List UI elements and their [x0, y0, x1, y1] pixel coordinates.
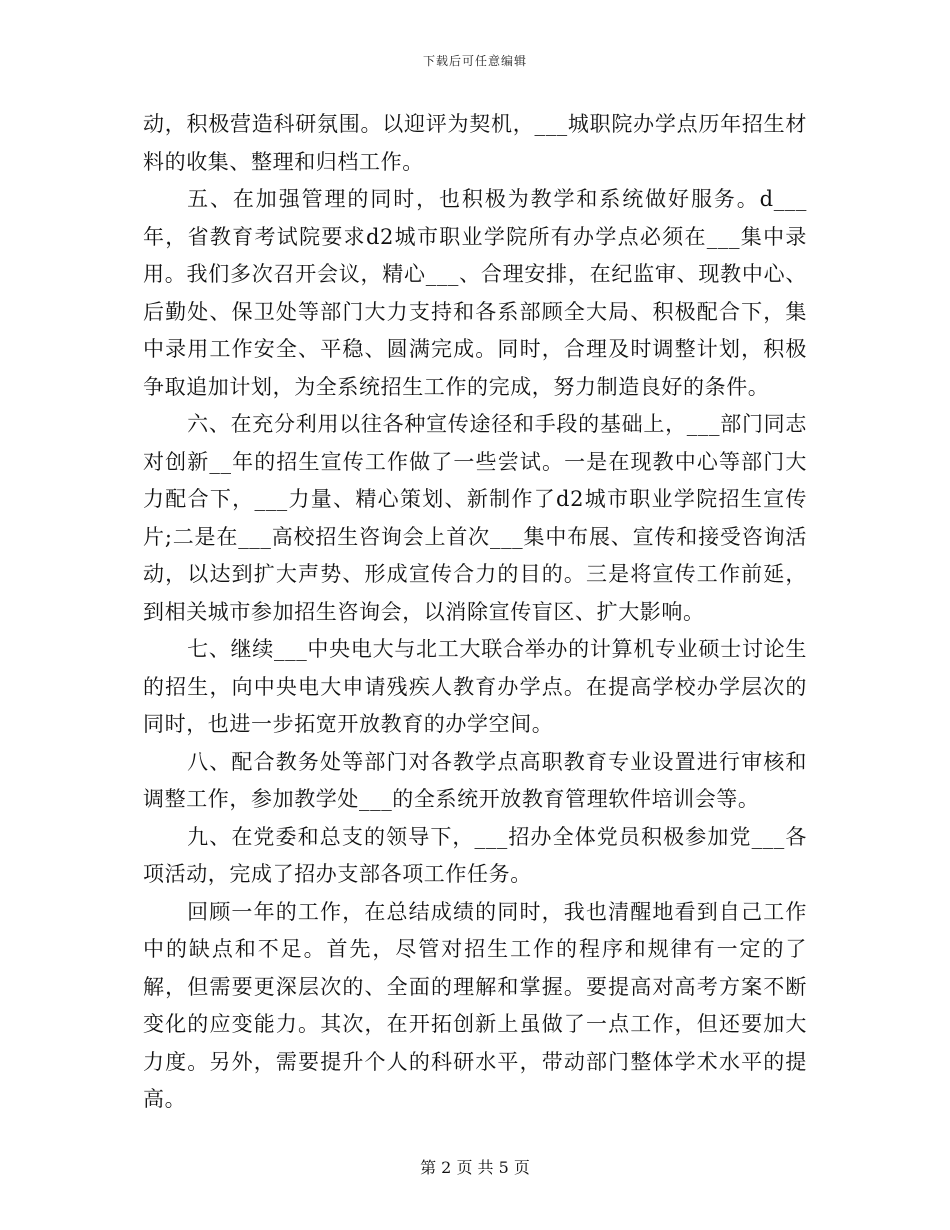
page-header-note: 下载后可任意编辑	[422, 54, 527, 68]
paragraph-item-8: 八、配合教务处等部门对各教学点高职教育专业设置进行审核和调整工作，参加教学处___的全系统开放教育管理软件培训会等。	[143, 749, 807, 811]
paragraph-item-7: 七、继续___中央电大与北工大联合举办的计算机专业硕士讨论生的招生，向中央电大申请残疾人教育办学点。在提高学校办学层次的同时，也进一步拓宽开放教育的办学空间。	[143, 637, 807, 736]
paragraph-item-5: 五、在加强管理的同时，也积极为教学和系统做好服务。d___年，省教育考试院要求d2城市职业学院所有办学点必须在___集中录用。我们多次召开会议，精心___、合理安排，在纪监审、现教中心、后勤处、保卫处等部门大力支持和各系部顾全大局、积极配合下，集中录用工作安全、平稳、圆满完成。同时，合理及时调整计划，积极争取追加计划，为全系统招生工作的完成，努力制造良好的条件。	[143, 187, 807, 399]
paragraph-continuation: 动，积极营造科研氛围。以迎评为契机，___城职院办学点历年招生材料的收集、整理和归档工作。	[143, 112, 807, 174]
paragraph-item-6: 六、在充分利用以往各种宣传途径和手段的基础上，___部门同志对创新__年的招生宣传工作做了一些尝试。一是在现教中心等部门大力配合下，___力量、精心策划、新制作了d2城市职业学院招生宣传片;二是在___高校招生咨询会上首次___集中布展、宣传和接受咨询活动，以达到扩大声势、形成宣传合力的目的。三是将宣传工作前延，到相关城市参加招生咨询会，以消除宣传盲区、扩大影响。	[143, 412, 807, 624]
page-number: 第 2 页 共 5 页	[420, 1158, 530, 1177]
paragraph-review: 回顾一年的工作，在总结成绩的同时，我也清醒地看到自己工作中的缺点和不足。首先，尽管对招生工作的程序和规律有一定的了解，但需要更深层次的、全面的理解和掌握。要提高对高考方案不断变化的应变能力。其次，在开拓创新上虽做了一点工作，但还要加大力度。另外，需要提升个人的科研水平，带动部门整体学术水平的提高。	[143, 899, 807, 1111]
paragraph-item-9: 九、在党委和总支的领导下，___招办全体党员积极参加党___各项活动，完成了招办支部各项工作任务。	[143, 824, 807, 886]
document-body	[143, 106, 807, 1119]
